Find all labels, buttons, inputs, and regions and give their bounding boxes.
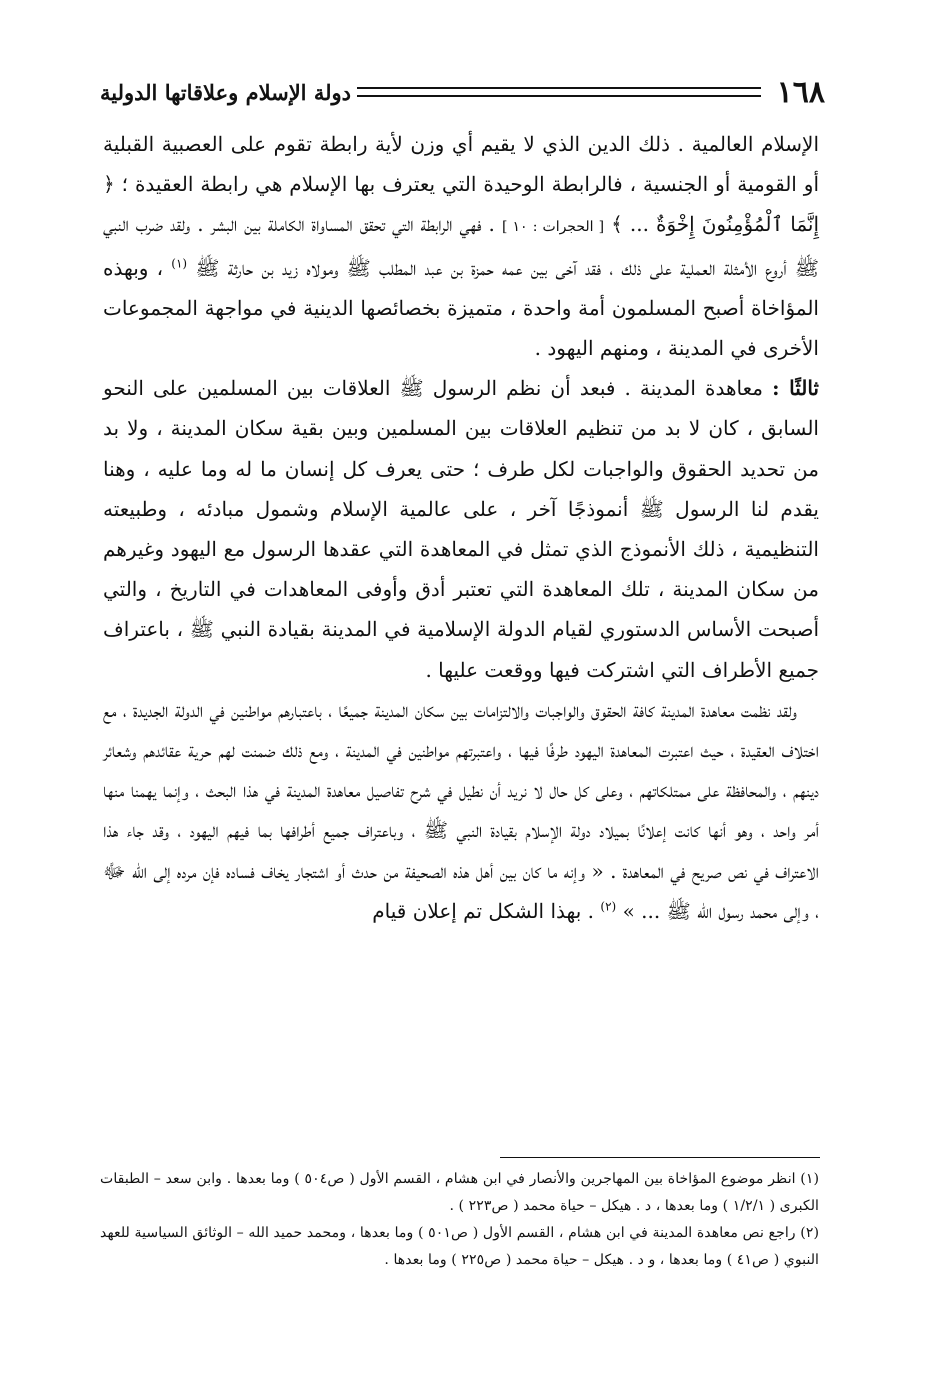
footnote-ref-2[interactable]: (٢) bbox=[600, 899, 617, 914]
paragraph-1-part-2: . فهي الرابطة التي تحقق المساواة الكاملة بين البشر . ولقد ضرب النبي ﷺ أروع الأمثلة العملية على ذلك ، فقد آخى بين عمه حمزة بن عبد المطلب ﷺ ومولاه زيد بن حارثة ﷺ bbox=[103, 212, 820, 280]
page-header bbox=[100, 72, 825, 112]
running-title: دولة الإسلام وعلاقاتها الدولية bbox=[100, 79, 351, 105]
paragraph-3 bbox=[103, 690, 819, 931]
quran-verse: ﴿ إِنَّمَا ٱلْمُؤْمِنُونَ إِخْوَةٌ ... ﴾ bbox=[103, 172, 820, 237]
paragraph-1 bbox=[103, 124, 819, 368]
page-number: ١٦٨ bbox=[776, 74, 825, 110]
footnote-ref-1[interactable]: (١) bbox=[171, 255, 188, 270]
footnote-divider bbox=[500, 1157, 820, 1158]
paragraph-3-part-2: . بهذا الشكل تم إعلان قيام bbox=[372, 898, 595, 923]
main-text bbox=[103, 124, 819, 931]
footnotes bbox=[100, 1166, 819, 1274]
paragraph-1-part-1: الإسلام العالمية . ذلك الدين الذي لا يقيم أي وزن لأية رابطة تقوم على العصبية القبلية أو القومية أو الجنسية ، فالرابطة الوحيدة التي يعترف بها الإسلام هي رابطة العقيدة ؛ bbox=[103, 132, 819, 197]
paragraph-1-part-3: ، وبهذه المؤاخاة أصبح المسلمون أمة واحدة ، متميزة بخصائصها الدينية في مواجهة المجموعات الأخرى في المدينة ، ومنهم اليهود . bbox=[103, 255, 819, 361]
verse-citation: [ الحجرات : ١٠ ] bbox=[501, 219, 605, 236]
paragraph-2 bbox=[103, 368, 819, 690]
footnote-1: (١) انظر موضوع المؤاخاة بين المهاجرين والأنصار في ابن هشام ، القسم الأول ( ص٥٠٤ ) وما بعدها . وابن سعد – الطبقات الكبرى ( ١/٢/١ ) وما بعدها ، د . هيكل – حياة محمد ( ص٢٢٣ ) . bbox=[100, 1171, 820, 1214]
paragraph-3-part-1: ولقد نظمت معاهدة المدينة كافة الحقوق والواجبات والالتزامات بين سكان المدينة جميعًا ، باعتبارهم مواطنين في الدولة الجديدة ، مع اختلاف العقيدة ، حيث اعتبرت المعاهدة اليهود طرفًا فيها ، واعتبرتهم مواطنين في المدينة ، ومع ذلك ضمنت لهم حرية عقائدهم وشعائر دينهم ، والمحافظة على ممتلكاتهم ، وعلى كل حال لا نريد أن نطيل في شرح تفاصيل معاهدة المدينة في هذا البحث ، وإنما يهمنا منها أمر واحد ، وهو أنها كانت إعلانًا بميلاد دولة الإسلام بقيادة النبي ﷺ ، وباعتراف جميع أطرافها بما فيهم اليهود ، وقد جاء هذا الاعتراف في نص صريح في المعاهدة . « وإنه ما كان بين أهل هذه الصحيفة من حدث أو اشتجار يخاف فساده فإن مرده إلى الله ﷻ ، وإلى محمد رسول الله ﷺ ... » bbox=[103, 697, 819, 923]
section-lead-third: ثالثًا : bbox=[772, 376, 819, 401]
footnote-2: (٢) راجع نص معاهدة المدينة في ابن هشام ، القسم الأول ( ص٥٠١ ) وما بعدها ، ومحمد حميد الله – الوثائق السياسية للعهد النبوي ( ص٤١ ) وما بعدها ، و د . هيكل – حياة محمد ( ص٢٢٥ ) وما بعدها . bbox=[100, 1225, 819, 1268]
paragraph-2-text: معاهدة المدينة . فبعد أن نظم الرسول ﷺ العلاقات بين المسلمين على النحو السابق ، كان لا بد من تنظيم العلاقات بين المسلمين وبين بقية سكان المدينة ، ولا بد من تحديد الحقوق والواجبات لكل طرف ؛ حتى يعرف كل إنسان ما له وما عليه ، وهنا يقدم لنا الرسول ﷺ أنموذجًا آخر ، على عالمية الإسلام وشمول مبادئه ، وطبيعته التنظيمية ، ذلك الأنموذج الذي تمثل في المعاهدة التي عقدها الرسول مع اليهود وغيرهم من سكان المدينة ، تلك المعاهدة التي تعتبر أدق وأوفى المعاهدات في التاريخ ، والتي أصبحت الأساس الدستوري لقيام الدولة الإسلامية في المدينة بقيادة النبي ﷺ ، باعتراف جميع الأطراف التي اشتركت فيها ووقعت عليها . bbox=[103, 376, 820, 682]
header-double-rule bbox=[357, 87, 761, 97]
